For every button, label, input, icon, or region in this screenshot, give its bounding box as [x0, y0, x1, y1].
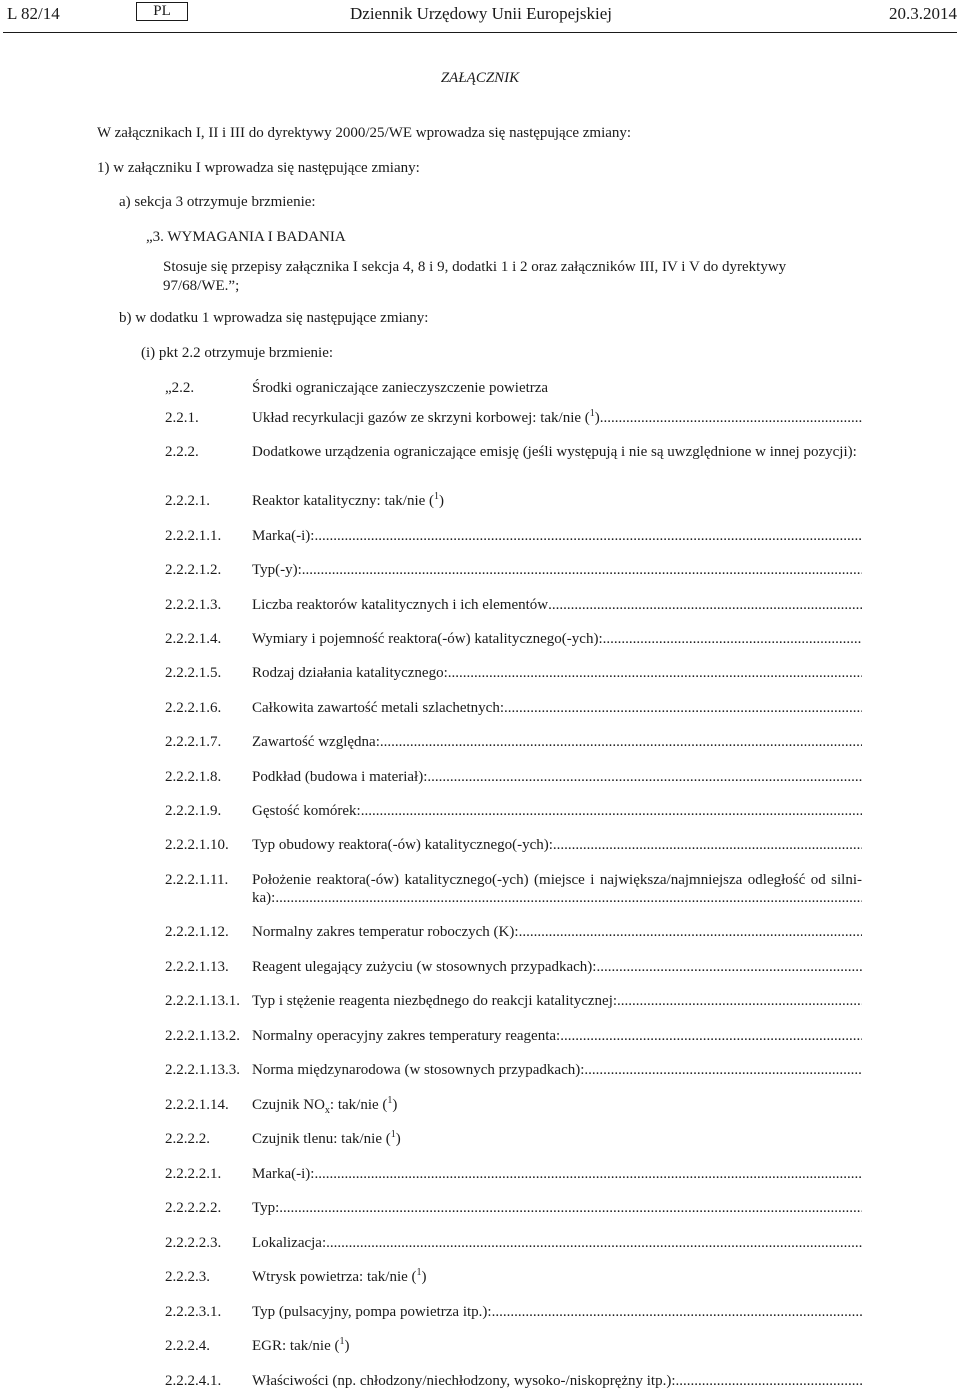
item-number: 2.2.1. — [165, 410, 199, 426]
leader-dots — [492, 1303, 862, 1321]
item-label: Normalny operacyjny zakres temperatury reagenta: — [252, 1028, 561, 1044]
item-number: 2.2.2.3. — [165, 1269, 210, 1285]
item-number: 2.2.2.1.13.3. — [165, 1062, 240, 1078]
item-label: Czujnik tlenu: tak/nie ( — [252, 1131, 391, 1147]
journal-header — [0, 0, 960, 32]
list-item — [165, 768, 862, 786]
list-item: 2.2.1. Układ recyrkulacji gazów ze skrzyni korbowej: tak/nie ($^1$) ..... — [165, 409, 862, 427]
list-item — [165, 733, 862, 751]
leader-dots — [617, 992, 862, 1010]
footnote-ref: 1 — [339, 1336, 345, 1347]
item-label: Wymiary i pojemność reaktora(-ów) katalitycznego(-ych): — [252, 631, 603, 647]
item-label: Typ(-y): — [252, 562, 302, 578]
item-number: 2.2.2.2.2. — [165, 1200, 222, 1216]
footnote-ref: 1 — [390, 1129, 396, 1140]
item-label: Rodzaj działania katalitycznego: — [252, 665, 448, 681]
item-number: 2.2.2. — [165, 444, 199, 460]
list-item — [165, 992, 862, 1010]
list-item — [165, 527, 862, 545]
item-label: Normalny zakres temperatur roboczych (K): — [252, 924, 519, 940]
point-a: a) sekcja 3 otrzymuje brzmienie: — [119, 194, 316, 210]
item-label: Reagent ulegający zużyciu (w stosownych przypadkach): — [252, 959, 597, 975]
leader-dots — [553, 836, 862, 854]
item-label: Marka(-i): — [252, 528, 315, 544]
item-label: Liczba reaktorów katalitycznych i ich elementów — [252, 597, 549, 613]
item-label: Reaktor katalityczny: tak/nie ( — [252, 493, 435, 509]
item-label: Gęstość komórek: — [252, 803, 361, 819]
item-label: EGR: tak/nie ( — [252, 1338, 340, 1354]
leader-dots — [314, 527, 862, 545]
item-number: 2.2.2.1.5. — [165, 665, 222, 681]
item-number: 2.2.2.4. — [165, 1338, 210, 1354]
list-item — [165, 836, 862, 854]
item-number: 2.2.2.1.6. — [165, 700, 222, 716]
list-item — [165, 1303, 862, 1321]
item-number: 2.2.2.4.1. — [165, 1373, 222, 1389]
leader-dots — [279, 1199, 862, 1217]
item-label: Lokalizacja: — [252, 1235, 327, 1251]
item-label: Typ: — [252, 1200, 280, 1216]
publication-date: 20.3.2014 — [889, 4, 957, 23]
list-item — [165, 1234, 862, 1252]
item-label-continued: ka): — [252, 890, 276, 906]
list-item — [165, 1372, 862, 1390]
list-item — [165, 871, 862, 907]
list-item — [165, 802, 862, 820]
item-number: 2.2.2.1.13.1. — [165, 993, 240, 1009]
item-number: 2.2.2.1.3. — [165, 597, 222, 613]
leader-dots — [600, 409, 862, 427]
leader-dots — [519, 923, 862, 941]
list-item: 2.2.2.4. EGR: tak/nie ($^1$) — [165, 1336, 350, 1354]
list-item — [165, 1199, 862, 1217]
list-item: 2.2.2.1.14. Czujnik $NO_x$: tak/nie ($^1$) — [165, 1095, 398, 1116]
intro-paragraph: W załącznikach I, II i III do dyrektywy 2000/25/WE wprowadza się następujące zmiany: — [97, 125, 632, 141]
list-item — [165, 1027, 862, 1045]
footnote-ref: 1 — [589, 408, 595, 419]
leader-dots — [361, 802, 862, 820]
footnote-ref: 1 — [434, 491, 440, 502]
list-item — [165, 630, 862, 648]
item-number: 2.2.2.1.8. — [165, 769, 222, 785]
item-label: Norma międzynarodowa (w stosownych przypadkach): — [252, 1062, 585, 1078]
item-label: Podkład (budowa i materiał): — [252, 769, 428, 785]
item-number: 2.2.2.2. — [165, 1131, 210, 1147]
leader-dots — [448, 664, 862, 682]
list-item — [165, 664, 862, 682]
footnote-ref: 1 — [387, 1095, 393, 1106]
item-number: 2.2.2.1.14. — [165, 1097, 229, 1113]
item-number: 2.2.2.1. — [165, 493, 210, 509]
list-item — [165, 561, 862, 579]
point-i: (i) pkt 2.2 otrzymuje brzmienie: — [141, 345, 334, 361]
page-reference: L 82/14 — [7, 4, 60, 23]
leader-dots — [596, 958, 862, 976]
list-item — [165, 923, 862, 941]
item-label: Środki ograniczające zanieczyszczenie powietrza — [252, 380, 549, 396]
item-number: 2.2.2.1.4. — [165, 631, 222, 647]
item-label: Czujnik NO — [252, 1097, 325, 1113]
section-3-text-line-1: Stosuje się przepisy załącznika I sekcja 4, 8 i 9, dodatki 1 i 2 oraz załączników III, IV i V do dyrektywy — [163, 259, 787, 275]
item-number: 2.2.2.1.12. — [165, 924, 229, 940]
item-label: Właściwości (np. chłodzony/niechłodzony, wysoko-/niskoprężny itp.): — [252, 1373, 676, 1389]
language-code-box: PL — [136, 2, 188, 21]
list-item — [165, 958, 862, 976]
section-3-text-line-2: 97/68/WE.”; — [163, 278, 240, 294]
section-3-title: „3. WYMAGANIA I BADANIA — [146, 229, 346, 245]
leader-dots — [584, 1061, 862, 1079]
item-number: 2.2.2.1.9. — [165, 803, 222, 819]
list-item — [165, 379, 862, 397]
item-label: Całkowita zawartość metali szlachetnych: — [252, 700, 504, 716]
leader-dots — [548, 596, 862, 614]
item-number: 2.2.2.1.7. — [165, 734, 222, 750]
item-number: 2.2.2.1.1. — [165, 528, 222, 544]
annex-title: ZAŁĄCZNIK — [440, 70, 520, 86]
list-item — [165, 596, 862, 614]
item-number: 2.2.2.1.11. — [165, 872, 229, 888]
item-number: 2.2.2.1.13.2. — [165, 1028, 240, 1044]
item-label: Zawartość względna: — [252, 734, 380, 750]
list-item: 2.2.2.1. Reaktor katalityczny: tak/nie ($^1$) — [165, 491, 445, 509]
item-label: Typ i stężenie reagenta niezbędnego do reakcji katalitycznej: — [252, 993, 618, 1009]
journal-title: Dziennik Urzędowy Unii Europejskiej — [350, 4, 613, 23]
leader-dots — [275, 889, 862, 907]
item-number: „2.2. — [165, 380, 195, 396]
item-number: 2.2.2.1.2. — [165, 562, 222, 578]
list-item — [165, 1165, 862, 1183]
item-number: 2.2.2.2.1. — [165, 1166, 222, 1182]
item-number: 2.2.2.1.10. — [165, 837, 229, 853]
list-item: 2.2.2.2. Czujnik tlenu: tak/nie ($^1$) — [165, 1129, 401, 1147]
item-number: 2.2.2.1.13. — [165, 959, 229, 975]
item-label: Położenie reaktora(-ów) katalitycznego(-ych) (miejsce i największa/najmniejsza odległość od silni- — [252, 872, 862, 888]
item-number: 2.2.2.3.1. — [165, 1304, 222, 1320]
header-rule — [3, 32, 957, 33]
item-label: Dodatkowe urządzenia ograniczające emisję (jeśli występują i nie są uwzględnione w innej pozycji): — [252, 444, 857, 460]
leader-dots — [603, 630, 862, 648]
leader-dots — [314, 1165, 862, 1183]
item-label: Typ obudowy reaktora(-ów) katalitycznego(-ych): — [252, 837, 553, 853]
list-item: 2.2.2.3. Wtrysk powietrza: tak/nie ($^1$) — [165, 1267, 427, 1285]
leader-dots — [427, 768, 862, 786]
item-number: 2.2.2.2.3. — [165, 1235, 222, 1251]
leader-dots — [560, 1027, 862, 1045]
leader-dots — [504, 699, 862, 717]
leader-dots — [380, 733, 862, 751]
item-label: Wtrysk powietrza: tak/nie ( — [252, 1269, 417, 1285]
leader-dots — [302, 561, 862, 579]
footnote-ref: 1 — [416, 1267, 422, 1278]
point-1: 1) w załączniku I wprowadza się następujące zmiany: — [97, 160, 420, 176]
list-item — [165, 1061, 862, 1079]
item-label: Typ (pulsacyjny, pompa powietrza itp.): — [252, 1304, 492, 1320]
leader-dots — [326, 1234, 862, 1252]
point-b: b) w dodatku 1 wprowadza się następujące zmiany: — [119, 310, 429, 326]
item-label: Marka(-i): — [252, 1166, 315, 1182]
list-item — [165, 443, 862, 479]
subscript: x — [324, 1105, 330, 1116]
list-item — [165, 699, 862, 717]
item-label: Układ recyrkulacji gazów ze skrzyni korbowej: tak/nie ( — [252, 410, 590, 426]
leader-dots — [676, 1372, 862, 1390]
